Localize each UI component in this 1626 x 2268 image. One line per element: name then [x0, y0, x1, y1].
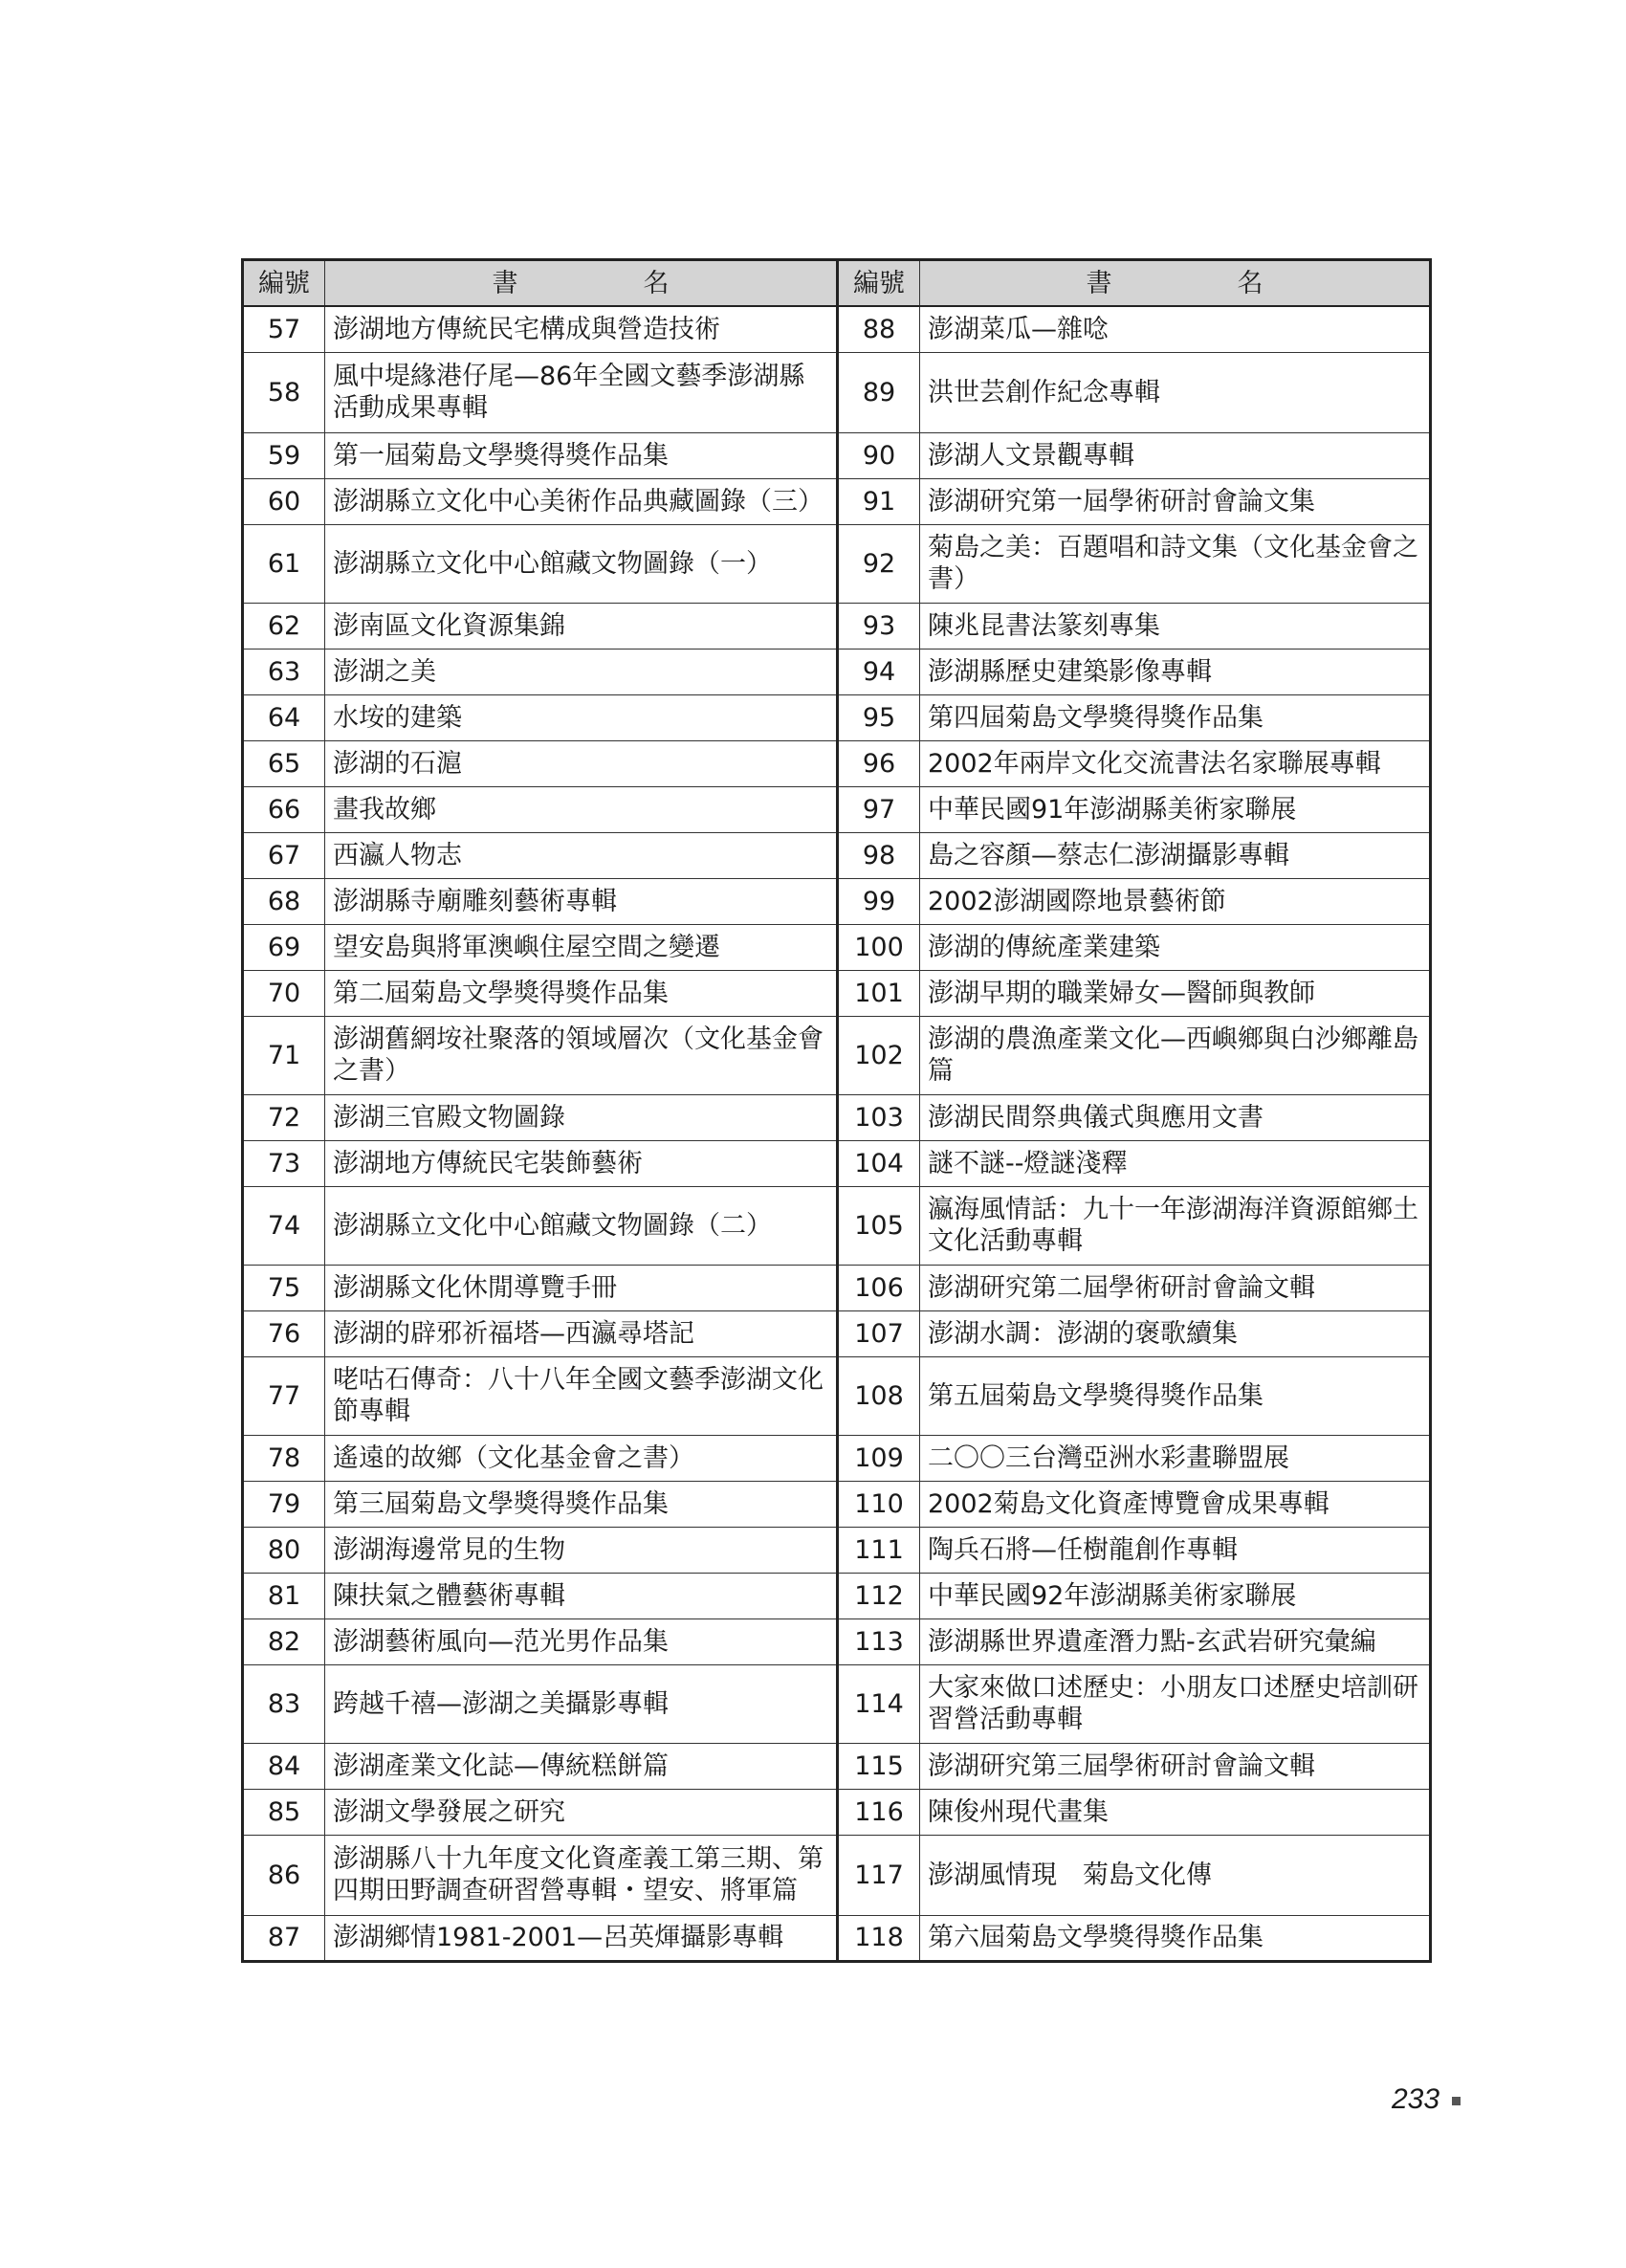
right-entry-title: 2002澎湖國際地景藝術節 [920, 878, 1431, 924]
header-number-right: 編號 [838, 260, 920, 307]
table-row [243, 970, 1431, 1016]
right-entry-number: 106 [838, 1265, 920, 1310]
table-header [243, 260, 1431, 307]
table-row [243, 306, 1431, 352]
right-entry-title: 2002菊島文化資產博覽會成果專輯 [920, 1481, 1431, 1527]
left-entry-number: 75 [243, 1265, 325, 1310]
right-entry-title: 澎湖人文景觀專輯 [920, 432, 1431, 478]
left-entry-title: 望安島與將軍澳嶼住屋空間之變遷 [325, 924, 838, 970]
left-entry-number: 77 [243, 1356, 325, 1435]
right-entry-number: 109 [838, 1435, 920, 1481]
left-entry-number: 69 [243, 924, 325, 970]
table-row [243, 1835, 1431, 1915]
left-entry-number: 85 [243, 1789, 325, 1835]
right-entry-title: 澎湖研究第二屆學術研討會論文輯 [920, 1265, 1431, 1310]
right-entry-title: 謎不謎--燈謎淺釋 [920, 1140, 1431, 1186]
left-entry-title: 畫我故鄉 [325, 786, 838, 832]
left-entry-title: 澎湖縣八十九年度文化資產義工第三期、第四期田野調查研習營專輯・望安、將軍篇 [325, 1835, 838, 1915]
table-row [243, 524, 1431, 603]
table-row [243, 1743, 1431, 1789]
right-entry-title: 澎湖水調：澎湖的褒歌續集 [920, 1310, 1431, 1356]
left-entry-title: 澎湖縣寺廟雕刻藝術專輯 [325, 878, 838, 924]
left-entry-number: 83 [243, 1664, 325, 1743]
left-entry-number: 65 [243, 740, 325, 786]
right-entry-title: 澎湖早期的職業婦女—醫師與教師 [920, 970, 1431, 1016]
right-entry-title: 澎湖研究第一屆學術研討會論文集 [920, 478, 1431, 524]
right-entry-title: 島之容顏—蔡志仁澎湖攝影專輯 [920, 832, 1431, 878]
right-entry-title: 洪世芸創作紀念專輯 [920, 352, 1431, 432]
table-row [243, 1265, 1431, 1310]
table-row [243, 603, 1431, 649]
left-entry-number: 82 [243, 1618, 325, 1664]
left-entry-title: 澎湖地方傳統民宅裝飾藝術 [325, 1140, 838, 1186]
table-row [243, 1527, 1431, 1573]
right-entry-number: 112 [838, 1573, 920, 1618]
header-number-left: 編號 [243, 260, 325, 307]
left-entry-number: 84 [243, 1743, 325, 1789]
right-entry-number: 88 [838, 306, 920, 352]
left-entry-title: 西瀛人物志 [325, 832, 838, 878]
right-entry-title: 澎湖的傳統產業建築 [920, 924, 1431, 970]
left-entry-number: 70 [243, 970, 325, 1016]
table-row [243, 740, 1431, 786]
left-entry-number: 63 [243, 649, 325, 694]
left-entry-title: 澎湖產業文化誌—傳統糕餅篇 [325, 1743, 838, 1789]
left-entry-number: 59 [243, 432, 325, 478]
left-entry-number: 61 [243, 524, 325, 603]
left-entry-number: 64 [243, 694, 325, 740]
left-entry-title: 跨越千禧—澎湖之美攝影專輯 [325, 1664, 838, 1743]
left-entry-title: 遙遠的故鄉（文化基金會之書） [325, 1435, 838, 1481]
right-entry-number: 104 [838, 1140, 920, 1186]
left-entry-title: 澎湖藝術風向—范光男作品集 [325, 1618, 838, 1664]
right-entry-number: 118 [838, 1915, 920, 1961]
table-row [243, 352, 1431, 432]
table-row [243, 478, 1431, 524]
right-entry-number: 100 [838, 924, 920, 970]
table-row [243, 1664, 1431, 1743]
right-entry-title: 澎湖研究第三屆學術研討會論文輯 [920, 1743, 1431, 1789]
left-entry-title: 咾咕石傳奇：八十八年全國文藝季澎湖文化節專輯 [325, 1356, 838, 1435]
table-row [243, 649, 1431, 694]
right-entry-title: 澎湖風情現 菊島文化傳 [920, 1835, 1431, 1915]
left-entry-title: 澎湖縣立文化中心美術作品典藏圖錄（三） [325, 478, 838, 524]
left-entry-number: 68 [243, 878, 325, 924]
book-list-table [241, 258, 1432, 1963]
left-entry-number: 86 [243, 1835, 325, 1915]
left-entry-number: 58 [243, 352, 325, 432]
table-row [243, 786, 1431, 832]
right-entry-number: 94 [838, 649, 920, 694]
right-entry-number: 114 [838, 1664, 920, 1743]
table-row [243, 832, 1431, 878]
header-title-left [325, 260, 838, 307]
left-entry-title: 風中堤緣港仔尾—86年全國文藝季澎湖縣活動成果專輯 [325, 352, 838, 432]
right-entry-title: 澎湖縣歷史建築影像專輯 [920, 649, 1431, 694]
right-entry-title: 第五屆菊島文學獎得獎作品集 [920, 1356, 1431, 1435]
left-entry-title: 水垵的建築 [325, 694, 838, 740]
table-row [243, 1016, 1431, 1094]
table-row [243, 1140, 1431, 1186]
left-entry-number: 79 [243, 1481, 325, 1527]
right-entry-title: 中華民國92年澎湖縣美術家聯展 [920, 1573, 1431, 1618]
left-entry-title: 澎湖海邊常見的生物 [325, 1527, 838, 1573]
table-row [243, 1094, 1431, 1140]
header-title-right-text: 書 名 [1086, 268, 1313, 298]
right-entry-number: 108 [838, 1356, 920, 1435]
left-entry-number: 73 [243, 1140, 325, 1186]
left-entry-title: 澎湖三官殿文物圖錄 [325, 1094, 838, 1140]
left-entry-title: 澎湖縣立文化中心館藏文物圖錄（二） [325, 1186, 838, 1265]
right-entry-number: 93 [838, 603, 920, 649]
left-entry-title: 澎湖鄉情1981-2001—呂英煇攝影專輯 [325, 1915, 838, 1961]
page-number: 233 [1392, 2083, 1440, 2115]
left-entry-number: 81 [243, 1573, 325, 1618]
right-entry-number: 98 [838, 832, 920, 878]
left-entry-title: 澎湖的石滬 [325, 740, 838, 786]
right-entry-title: 第六屆菊島文學獎得獎作品集 [920, 1915, 1431, 1961]
table-row [243, 694, 1431, 740]
left-entry-title: 第三屆菊島文學獎得獎作品集 [325, 1481, 838, 1527]
left-entry-number: 87 [243, 1915, 325, 1961]
table-row [243, 1186, 1431, 1265]
right-entry-title: 陳俊州現代畫集 [920, 1789, 1431, 1835]
right-entry-title: 陳兆昆書法篆刻專集 [920, 603, 1431, 649]
header-row [243, 260, 1431, 307]
left-entry-title: 陳扶氣之體藝術專輯 [325, 1573, 838, 1618]
right-entry-title: 澎湖的農漁產業文化—西嶼鄉與白沙鄉離島篇 [920, 1016, 1431, 1094]
right-entry-number: 92 [838, 524, 920, 603]
table-row [243, 1573, 1431, 1618]
right-entry-number: 89 [838, 352, 920, 432]
left-entry-number: 78 [243, 1435, 325, 1481]
right-entry-number: 107 [838, 1310, 920, 1356]
left-entry-title: 澎南區文化資源集錦 [325, 603, 838, 649]
right-entry-number: 95 [838, 694, 920, 740]
right-entry-number: 111 [838, 1527, 920, 1573]
right-entry-title: 澎湖菜瓜—雜唸 [920, 306, 1431, 352]
right-entry-number: 90 [838, 432, 920, 478]
left-entry-number: 60 [243, 478, 325, 524]
right-entry-title: 澎湖民間祭典儀式與應用文書 [920, 1094, 1431, 1140]
left-entry-number: 80 [243, 1527, 325, 1573]
left-entry-title: 第二屆菊島文學獎得獎作品集 [325, 970, 838, 1016]
right-entry-title: 二〇〇三台灣亞洲水彩畫聯盟展 [920, 1435, 1431, 1481]
right-entry-number: 116 [838, 1789, 920, 1835]
right-entry-number: 101 [838, 970, 920, 1016]
right-entry-title: 瀛海風情話：九十一年澎湖海洋資源館鄉土文化活動專輯 [920, 1186, 1431, 1265]
left-entry-number: 72 [243, 1094, 325, 1140]
left-entry-number: 71 [243, 1016, 325, 1094]
right-entry-number: 96 [838, 740, 920, 786]
table-row [243, 1481, 1431, 1527]
right-entry-number: 117 [838, 1835, 920, 1915]
right-entry-title: 大家來做口述歷史：小朋友口述歷史培訓研習營活動專輯 [920, 1664, 1431, 1743]
table-row [243, 1789, 1431, 1835]
right-entry-title: 菊島之美：百題唱和詩文集（文化基金會之書） [920, 524, 1431, 603]
right-entry-number: 110 [838, 1481, 920, 1527]
left-entry-number: 76 [243, 1310, 325, 1356]
left-entry-title: 澎湖地方傳統民宅構成與營造技術 [325, 306, 838, 352]
left-entry-number: 66 [243, 786, 325, 832]
right-entry-number: 113 [838, 1618, 920, 1664]
left-entry-number: 62 [243, 603, 325, 649]
table-row [243, 1915, 1431, 1961]
header-title-left-text: 書 名 [492, 268, 719, 298]
left-entry-title: 澎湖縣立文化中心館藏文物圖錄（一） [325, 524, 838, 603]
left-entry-number: 57 [243, 306, 325, 352]
header-title-right [920, 260, 1431, 307]
right-entry-title: 陶兵石將—任樹龍創作專輯 [920, 1527, 1431, 1573]
right-entry-number: 105 [838, 1186, 920, 1265]
right-entry-title: 中華民國91年澎湖縣美術家聯展 [920, 786, 1431, 832]
right-entry-title: 2002年兩岸文化交流書法名家聯展專輯 [920, 740, 1431, 786]
right-entry-number: 115 [838, 1743, 920, 1789]
table-row [243, 878, 1431, 924]
left-entry-title: 澎湖縣文化休閒導覽手冊 [325, 1265, 838, 1310]
right-entry-number: 91 [838, 478, 920, 524]
right-entry-number: 103 [838, 1094, 920, 1140]
table-row [243, 1356, 1431, 1435]
left-entry-title: 澎湖舊網垵社聚落的領域層次（文化基金會之書） [325, 1016, 838, 1094]
right-entry-number: 99 [838, 878, 920, 924]
left-entry-number: 67 [243, 832, 325, 878]
left-entry-number: 74 [243, 1186, 325, 1265]
table-row [243, 1618, 1431, 1664]
right-entry-title: 澎湖縣世界遺產潛力點-玄武岩研究彙編 [920, 1618, 1431, 1664]
right-entry-number: 97 [838, 786, 920, 832]
left-entry-title: 澎湖之美 [325, 649, 838, 694]
table-row [243, 432, 1431, 478]
table-body [243, 306, 1431, 1961]
table-row [243, 1435, 1431, 1481]
table-row [243, 1310, 1431, 1356]
right-entry-number: 102 [838, 1016, 920, 1094]
left-entry-title: 澎湖的辟邪祈福塔—西瀛尋塔記 [325, 1310, 838, 1356]
left-entry-title: 澎湖文學發展之研究 [325, 1789, 838, 1835]
table-row [243, 924, 1431, 970]
right-entry-title: 第四屆菊島文學獎得獎作品集 [920, 694, 1431, 740]
page-marker-square [1452, 2097, 1461, 2105]
left-entry-title: 第一屆菊島文學獎得獎作品集 [325, 432, 838, 478]
